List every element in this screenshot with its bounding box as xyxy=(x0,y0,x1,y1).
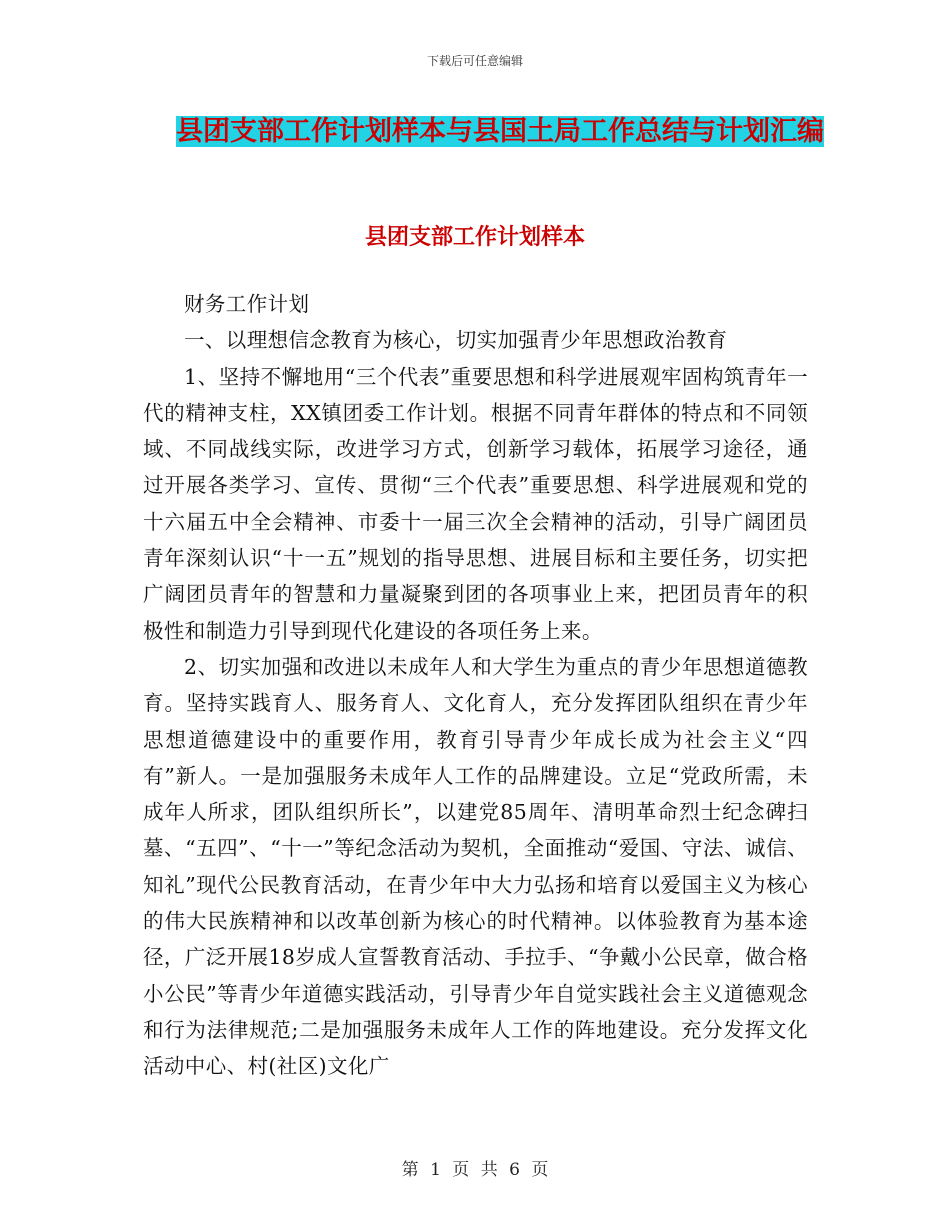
paragraph: 一、以理想信念教育为核心，切实加强青少年思想政治教育 xyxy=(184,328,728,353)
paragraph: 财务工作计划 xyxy=(184,292,310,316)
section-title: 县团支部工作计划样本 xyxy=(364,224,585,250)
body-text xyxy=(143,286,808,1085)
document-title-text: 县团支部工作计划样本与县国土局工作总结与计划汇编 xyxy=(176,116,824,147)
paragraph: 2、切实加强和改进以未成年人和大学生为重点的青少年思想道德教育。坚持实践育人、服务育人、文化育人，充分发挥团队组织在青少年思想道德建设中的重要作用，教育引导青少年成长成为社会主义“四有”新人。一是加强服务未成年人工作的品牌建设。立足“党政所需，未成年人所求，团队组织所长”，以建党85周年、清明革命烈士纪念碑扫墓、“五四”、“十一”等纪念活动为契机，全面推动“爱国、守法、诚信、知礼”现代公民教育活动，在青少年中大力弘扬和培育以爱国主义为核心的伟大民族精神和以改革创新为核心的时代精神。以体验教育为基本途径，广泛开展18岁成人宣誓教育活动、手拉手、“争戴小公民章，做合格小公民”等青少年道德实践活动，引导青少年自觉实践社会主义道德观念和行为法律规范;二是加强服务未成年人工作的阵地建设。充分发挥文化活动中心、村(社区)文化广 xyxy=(143,654,808,1079)
page-footer: 第 1 页 共 6 页 xyxy=(401,1160,549,1180)
header-note: 下载后可任意编辑 xyxy=(426,54,523,68)
paragraph: 1、坚持不懈地用“三个代表”重要思想和科学进展观牢固构筑青年一代的精神支柱，XX镇团委工作计划。根据不同青年群体的特点和不同领域、不同战线实际，改进学习方式，创新学习载体，拓展学习途径，通过开展各类学习、宣传、贯彻“三个代表”重要思想、科学进展观和党的十六届五中全会精神、市委十一届三次全会精神的活动，引导广阔团员青年深刻认识“十一五”规划的指导思想、进展目标和主要任务，切实把广阔团员青年的智慧和力量凝聚到团的各项事业上来，把团员青年的积极性和制造力引导到现代化建设的各项任务上来。 xyxy=(143,364,808,643)
document-title xyxy=(140,108,860,155)
